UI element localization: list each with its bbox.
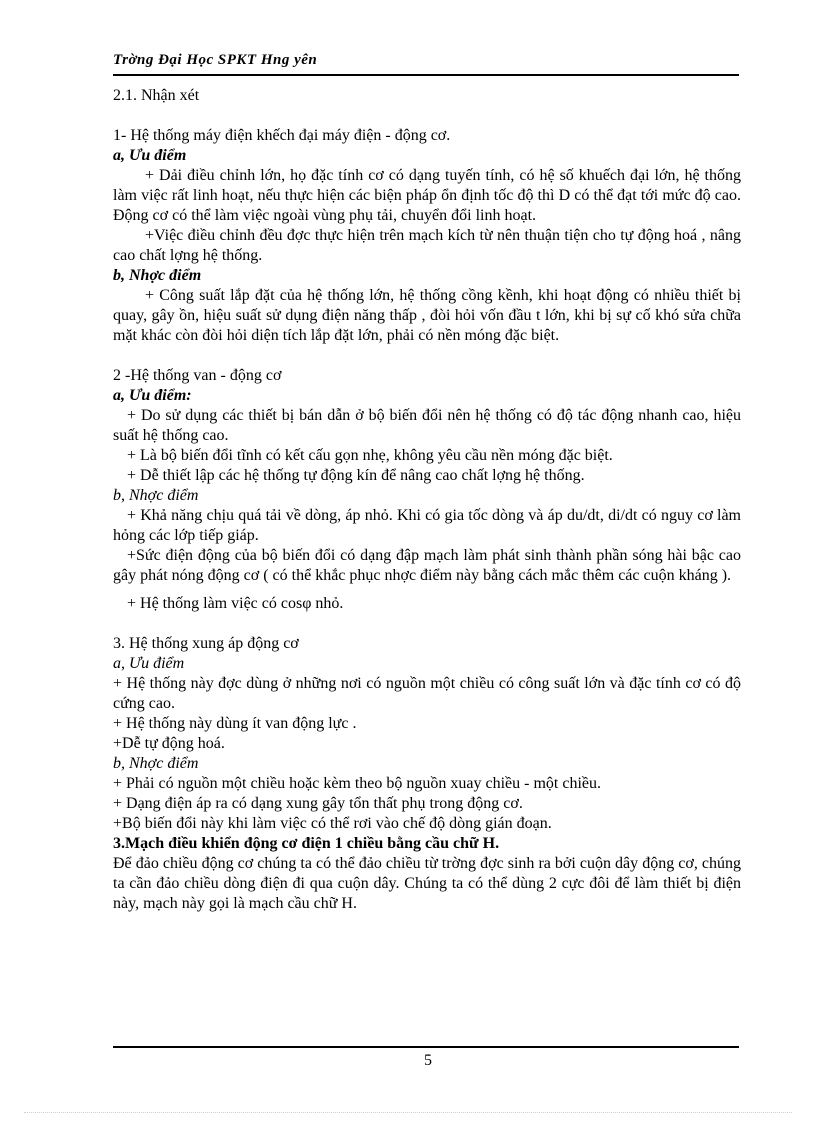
paragraph: +Sức điện động của bộ biến đổi có dạng đập mạch làm phát sinh thành phần sóng hài bậc cao gây phát nóng động cơ ( có thể khắc phục nhợc điểm này bằng cách mắc thêm các cuộn kháng ). — [113, 547, 741, 584]
paragraph: + Hệ thống này dùng ít van động lực . — [113, 715, 357, 732]
paragraph: +Việc điều chỉnh đều đợc thực hiện trên mạch kích từ nên thuận tiện cho tự động hoá , nâng cao chất lợng hệ thống. — [113, 227, 741, 264]
page-header: Trờng Đại Học SPKT Hng yên — [113, 52, 318, 68]
paragraph: Để đảo chiều động cơ chúng ta có thể đảo chiều từ trờng đợc sinh ra bởi cuộn dây động cơ, chúng ta cần đảo chiều dòng điện đi qua cuộn dây. Chúng ta có thể dùng 2 cực đôi để làm thiết bị điện này, mạch này gọi là mạch cầu chữ H. — [113, 855, 741, 912]
paragraph: + Do sử dụng các thiết bị bán dẫn ở bộ biến đổi nên hệ thống có độ tác động nhanh cao, hiệu suất hệ thống cao. — [113, 407, 741, 444]
advantages-label-3: a, Ưu điểm — [113, 655, 185, 672]
paragraph: + Dải điều chỉnh lớn, họ đặc tính cơ có dạng tuyến tính, có hệ số khuếch đại lớn, hệ thống làm việc rất linh hoạt, nếu thực hiện các biện pháp ổn định tốc độ thì D có thể đạt tới mức độ cao. Động cơ có thể làm việc ngoài vùng phụ tải, chuyển đổi linh hoạt. — [113, 167, 741, 224]
footer-divider — [113, 1046, 739, 1048]
disadvantages-label-2: b, Nhợc điểm — [113, 487, 199, 504]
page-bottom-dotted-line — [24, 1112, 792, 1113]
document-body — [113, 86, 741, 914]
paragraph: +Bộ biến đổi này khi làm việc có thể rơi vào chế độ dòng gián đoạn. — [113, 815, 552, 832]
section-title-3: 3. Hệ thống xung áp động cơ — [113, 635, 299, 652]
paragraph: + Hệ thống này đợc dùng ở những nơi có nguồn một chiều có công suất lớn và đặc tính cơ có độ cứng cao. — [113, 675, 741, 712]
advantages-label-1: a, Ưu điểm — [113, 147, 187, 164]
advantages-label-2: a, Ưu điểm: — [113, 387, 192, 404]
paragraph: + Dễ thiết lập các hệ thống tự động kín để nâng cao chất lợng hệ thống. — [127, 467, 585, 484]
section-title-1: 1- Hệ thống máy điện khếch đại máy điện - động cơ. — [113, 127, 451, 144]
disadvantages-label-1: b, Nhợc điểm — [113, 267, 202, 284]
paragraph: + Hệ thống làm việc có cosφ nhỏ. — [127, 595, 344, 612]
header-divider — [113, 74, 739, 76]
paragraph: + Là bộ biến đổi tĩnh có kết cấu gọn nhẹ, không yêu cầu nền móng đặc biệt. — [127, 447, 613, 464]
section-title-h-bridge: 3.Mạch điều khiển động cơ điện 1 chiều bằng cầu chữ H. — [113, 835, 500, 852]
paragraph: + Công suất lắp đặt của hệ thống lớn, hệ thống cồng kềnh, khi hoạt động có nhiều thiết bị quay, gây ồn, hiệu suất sử dụng điện năng thấp , đòi hỏi vốn đầu t lớn, khi bị sự cố khó sửa chữa mặt khác còn đòi hỏi diện tích lắp đặt lớn, phải có nền móng đặc biệt. — [113, 287, 741, 344]
section-title-2-1: 2.1. Nhận xét — [113, 87, 200, 104]
paragraph: +Dễ tự động hoá. — [113, 735, 225, 752]
paragraph: + Phải có nguồn một chiều hoặc kèm theo bộ nguồn xuay chiều - một chiều. — [113, 775, 602, 792]
disadvantages-label-3: b, Nhợc điểm — [113, 755, 199, 772]
page-number: 5 — [424, 1052, 432, 1069]
paragraph: + Khả năng chịu quá tải về dòng, áp nhỏ. Khi có gia tốc dòng và áp du/dt, di/dt có nguy cơ làm hỏng các lớp tiếp giáp. — [113, 507, 741, 544]
paragraph: + Dạng điện áp ra có dạng xung gây tổn thất phụ trong động cơ. — [113, 795, 523, 812]
section-title-2: 2 -Hệ thống van - động cơ — [113, 367, 282, 384]
